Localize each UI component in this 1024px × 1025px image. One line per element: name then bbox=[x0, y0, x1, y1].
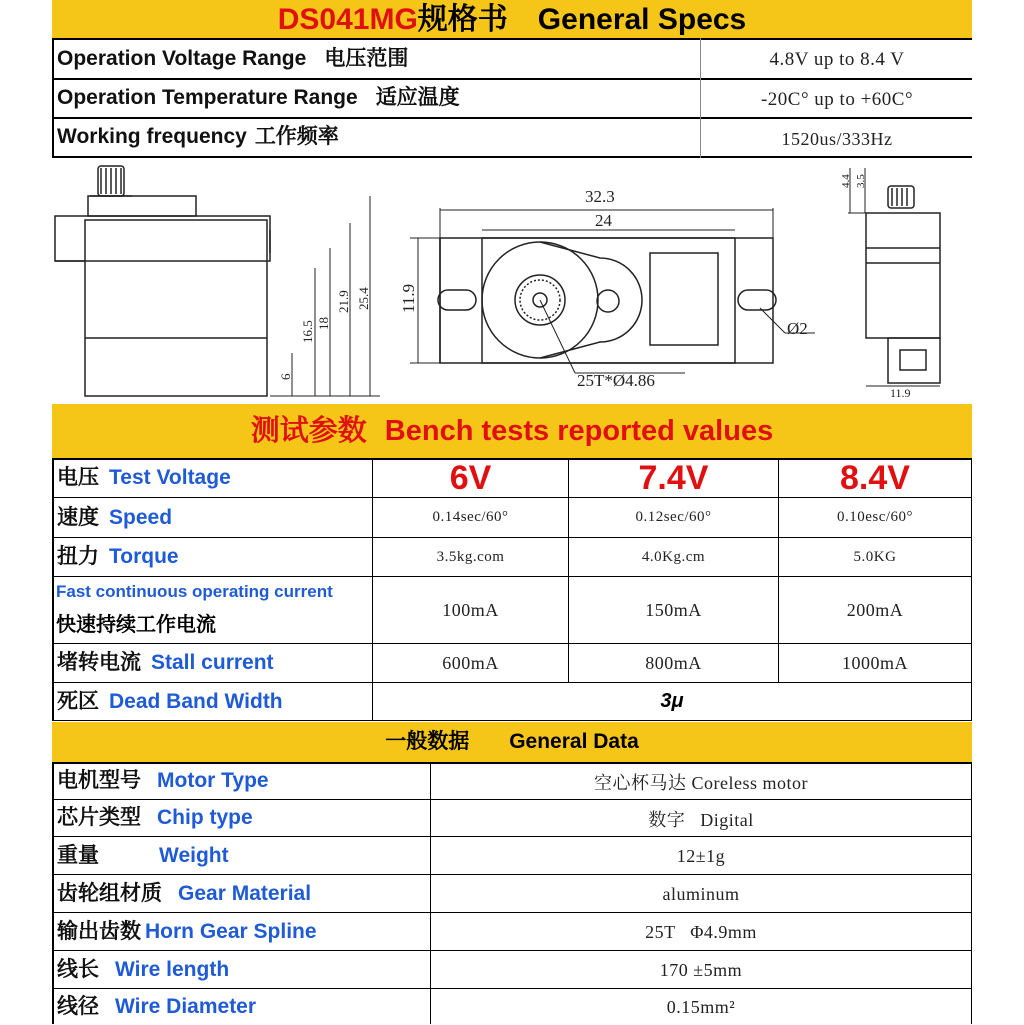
end-view bbox=[866, 186, 940, 383]
title-cn: 规格书 bbox=[417, 3, 508, 36]
dim-label: 3.5 bbox=[855, 174, 867, 188]
motor-type-label: 电机型号 Motor Type bbox=[57, 769, 269, 792]
page-title bbox=[0, 0, 1024, 34]
torque-value-6v: 3.5kg.com bbox=[436, 548, 505, 565]
dim-label: Ø2 bbox=[787, 319, 808, 338]
divider bbox=[52, 458, 54, 721]
divider bbox=[971, 762, 972, 1024]
title-en: General Specs bbox=[537, 3, 747, 36]
motor-type-value: 空心杯马达 Coreless motor bbox=[594, 773, 808, 793]
bench-title: 测试参数 Bench tests reported values bbox=[250, 415, 774, 447]
spec-row-frequency: Working frequency 工作频率 bbox=[57, 125, 339, 148]
dim-label: 16.5 bbox=[300, 320, 315, 343]
spec-row-temperature: Operation Temperature Range 适应温度 bbox=[57, 86, 460, 109]
speed-value-8v4: 0.10esc/60° bbox=[836, 509, 914, 525]
fast-current-label-en: Fast continuous operating current bbox=[56, 582, 333, 601]
gear-material-value: aluminum bbox=[662, 884, 740, 904]
wire-diameter-label: 线径 Wire Diameter bbox=[57, 995, 257, 1018]
side-view bbox=[55, 166, 270, 396]
dim-label: 25.4 bbox=[356, 287, 371, 310]
wire-length-label: 线长 Wire length bbox=[57, 958, 230, 981]
torque-label: 扭力 Torque bbox=[57, 545, 179, 568]
spec-value-frequency: 1520us/333Hz bbox=[781, 128, 893, 149]
fast-current-6v: 100mA bbox=[442, 599, 499, 620]
voltage-7v4: 7.4V bbox=[638, 458, 709, 497]
stall-current-7v4: 800mA bbox=[645, 652, 702, 673]
stall-current-6v: 600mA bbox=[442, 652, 499, 673]
fast-current-label-cn: 快速持续工作电流 bbox=[56, 614, 216, 636]
fast-current-7v4: 150mA bbox=[645, 599, 702, 620]
speed-value-7v4: 0.12sec/60° bbox=[635, 509, 712, 525]
model-name: DS041MG bbox=[277, 3, 418, 36]
servo-dimension-drawing bbox=[0, 158, 1024, 403]
divider bbox=[700, 38, 701, 158]
dim-label: 11.9 bbox=[399, 283, 418, 313]
voltage-8v4: 8.4V bbox=[840, 458, 910, 497]
divider bbox=[52, 38, 972, 40]
top-view bbox=[438, 238, 776, 363]
horn-spline-label: 输出齿数 Horn Gear Spline bbox=[57, 920, 317, 943]
speed-value-6v: 0.14sec/60° bbox=[432, 509, 509, 525]
chip-type-label: 芯片类型 Chip type bbox=[57, 806, 253, 829]
fast-current-8v4: 200mA bbox=[846, 599, 904, 620]
divider bbox=[52, 38, 54, 158]
wire-diameter-value: 0.15mm² bbox=[666, 996, 736, 1017]
stall-current-8v4: 1000mA bbox=[842, 652, 908, 673]
dim-label: 4.4 bbox=[840, 174, 852, 188]
divider bbox=[52, 720, 972, 721]
deadband-value: 3μ bbox=[660, 690, 684, 712]
spec-row-voltage: Operation Voltage Range 电压范围 bbox=[57, 47, 409, 70]
stall-current-label: 堵转电流 Stall current bbox=[57, 651, 274, 674]
general-data-title: 一般数据 General Data bbox=[385, 730, 639, 753]
divider bbox=[971, 458, 972, 721]
spec-value-temperature: -20C° up to +60C° bbox=[760, 89, 914, 110]
weight-value: 12±1g bbox=[676, 846, 726, 866]
speed-label: 速度 Speed bbox=[57, 506, 173, 529]
torque-value-8v4: 5.0KG bbox=[853, 548, 897, 565]
gear-material-label: 齿轮组材质 Gear Material bbox=[57, 882, 312, 905]
wire-length-value: 170 ±5mm bbox=[659, 960, 743, 980]
voltage-6v: 6V bbox=[449, 458, 492, 497]
dim-label: 6 bbox=[278, 373, 293, 380]
dim-label: 18 bbox=[316, 317, 331, 330]
torque-value-7v4: 4.0Kg.cm bbox=[641, 548, 706, 565]
dim-label: 21.9 bbox=[336, 290, 351, 313]
dim-label: 24 bbox=[595, 211, 612, 230]
weight-label: 重量 Weight bbox=[57, 844, 229, 867]
deadband-label: 死区 Dead Band Width bbox=[57, 690, 283, 713]
chip-type-value: 数字 Digital bbox=[648, 810, 754, 830]
test-voltage-label: 电压 Test Voltage bbox=[57, 466, 231, 489]
fast-current-label bbox=[56, 582, 372, 637]
spec-value-voltage: 4.8V up to 8.4 V bbox=[769, 49, 905, 70]
dim-label: 25T*Ø4.86 bbox=[577, 371, 655, 390]
dim-label: 11.9 bbox=[890, 386, 911, 400]
dim-label: 32.3 bbox=[585, 187, 615, 206]
divider bbox=[52, 762, 54, 1024]
horn-spline-value: 25T Φ4.9mm bbox=[645, 922, 757, 942]
